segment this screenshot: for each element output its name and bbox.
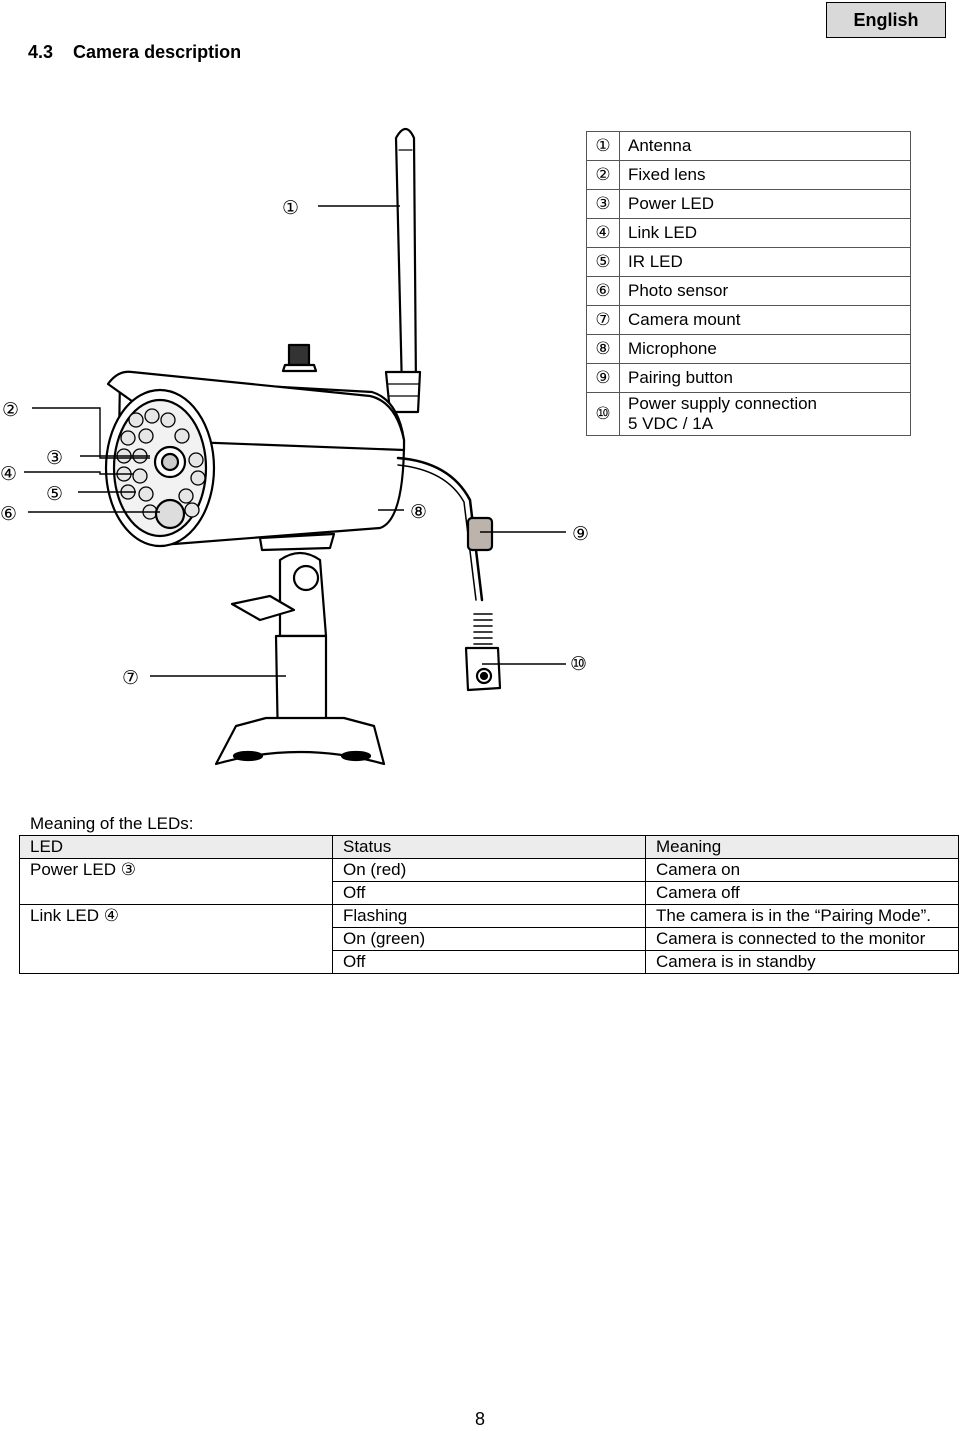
mount-drawing bbox=[260, 534, 334, 550]
legend-label: Photo sensor bbox=[620, 277, 911, 306]
legend-label-line1: Power supply connection bbox=[628, 394, 818, 413]
callout-9: ⑨ bbox=[572, 523, 590, 545]
callout-4: ④ bbox=[0, 463, 18, 485]
legend-label: IR LED bbox=[620, 248, 911, 277]
led-cell bbox=[20, 928, 333, 951]
legend-label: Microphone bbox=[620, 335, 911, 364]
callout-2: ② bbox=[2, 399, 20, 421]
table-header-row bbox=[20, 836, 959, 859]
legend-label: Camera mount bbox=[620, 306, 911, 335]
legend-number: ⑥ bbox=[587, 277, 620, 306]
top-knob-drawing bbox=[289, 345, 309, 365]
legend-label-line2: 5 VDC / 1A bbox=[628, 414, 714, 433]
legend-row bbox=[587, 132, 911, 161]
antenna-drawing bbox=[396, 129, 416, 390]
legend-number: ⑤ bbox=[587, 248, 620, 277]
legend-label: Link LED bbox=[620, 219, 911, 248]
meaning-cell: The camera is in the “Pairing Mode”. bbox=[646, 905, 959, 928]
legend-row bbox=[587, 161, 911, 190]
meaning-cell: Camera off bbox=[646, 882, 959, 905]
legend-label: Antenna bbox=[620, 132, 911, 161]
legend-row bbox=[587, 190, 911, 219]
table-row bbox=[20, 882, 959, 905]
legend-number: ① bbox=[587, 132, 620, 161]
language-tab: English bbox=[826, 2, 946, 38]
callout-3: ③ bbox=[46, 447, 64, 469]
table-row bbox=[20, 951, 959, 974]
legend-number: ④ bbox=[587, 219, 620, 248]
status-cell: Off bbox=[333, 882, 646, 905]
status-cell: On (red) bbox=[333, 859, 646, 882]
legend-row bbox=[587, 393, 911, 436]
legend-label: Pairing button bbox=[620, 364, 911, 393]
table-row bbox=[20, 859, 959, 882]
callout-5: ⑤ bbox=[46, 483, 64, 505]
column-header-status: Status bbox=[333, 836, 646, 859]
legend-number: ⑩ bbox=[587, 393, 620, 436]
legend-row bbox=[587, 335, 911, 364]
legend-label bbox=[620, 393, 911, 436]
status-cell: Flashing bbox=[333, 905, 646, 928]
callout-1: ① bbox=[282, 197, 300, 219]
legend-number: ⑨ bbox=[587, 364, 620, 393]
column-header-led: LED bbox=[20, 836, 333, 859]
legend-number: ⑦ bbox=[587, 306, 620, 335]
table-row bbox=[20, 928, 959, 951]
callout-7: ⑦ bbox=[122, 667, 140, 689]
led-cell: Power LED ③ bbox=[20, 859, 333, 882]
legend-row bbox=[587, 248, 911, 277]
parts-legend bbox=[586, 131, 911, 436]
status-cell: On (green) bbox=[333, 928, 646, 951]
legend-number: ② bbox=[587, 161, 620, 190]
legend-label: Fixed lens bbox=[620, 161, 911, 190]
legend-label: Power LED bbox=[620, 190, 911, 219]
meaning-cell: Camera is in standby bbox=[646, 951, 959, 974]
legend-number: ③ bbox=[587, 190, 620, 219]
page-number: 8 bbox=[474, 1409, 485, 1429]
led-cell bbox=[20, 882, 333, 905]
callout-10: ⑩ bbox=[570, 653, 588, 675]
status-cell: Off bbox=[333, 951, 646, 974]
led-cell: Link LED ④ bbox=[20, 905, 333, 928]
section-title: 4.3 Camera description bbox=[28, 42, 242, 62]
legend-row bbox=[587, 277, 911, 306]
legend-number: ⑧ bbox=[587, 335, 620, 364]
column-header-meaning: Meaning bbox=[646, 836, 959, 859]
meaning-cell: Camera is connected to the monitor bbox=[646, 928, 959, 951]
pairing-button-drawing bbox=[468, 518, 492, 550]
table-row bbox=[20, 905, 959, 928]
legend-row bbox=[587, 364, 911, 393]
led-table-caption: Meaning of the LEDs: bbox=[30, 814, 194, 833]
callout-6: ⑥ bbox=[0, 503, 18, 525]
legend-row bbox=[587, 219, 911, 248]
led-cell bbox=[20, 951, 333, 974]
meaning-cell: Camera on bbox=[646, 859, 959, 882]
led-meaning-table bbox=[19, 835, 959, 974]
callout-8: ⑧ bbox=[410, 501, 428, 523]
legend-row bbox=[587, 306, 911, 335]
